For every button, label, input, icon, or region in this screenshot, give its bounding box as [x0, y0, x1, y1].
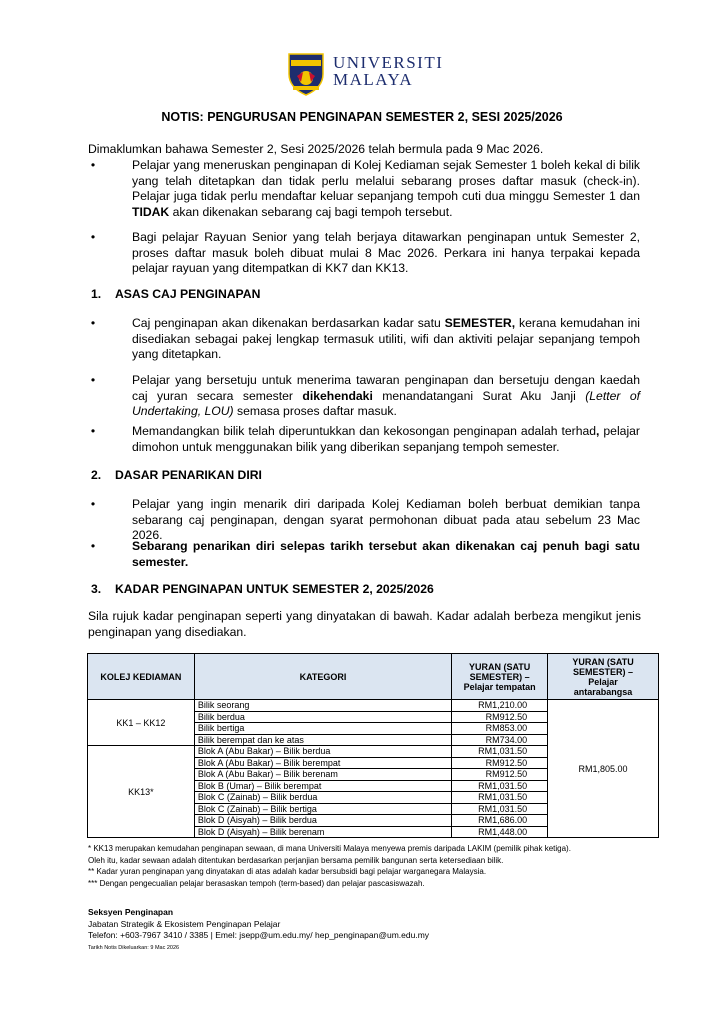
bullet-icon: • — [90, 158, 96, 172]
local-fee-cell: RM912.50 — [452, 711, 548, 723]
intro-text: Dimaklumkan bahawa Semester 2, Sesi 2025/2026 telah bermula pada 9 Mac 2026. — [88, 142, 544, 156]
col-header-intl-fee: YURAN (SATU SEMESTER) – Pelajar antarabangsa — [548, 654, 659, 700]
rates-table — [87, 653, 659, 838]
college-group-kk1-kk12: KK1 – KK12 — [88, 700, 195, 746]
bullet-icon: • — [90, 230, 96, 244]
footer-unit: Seksyen Penginapan — [88, 907, 174, 917]
section-1-heading: 1. ASAS CAJ PENGINAPAN — [91, 287, 261, 301]
table-row — [88, 700, 659, 712]
section-2-heading: 2. DASAR PENARIKAN DIRI — [91, 468, 262, 482]
category-cell: Bilik berempat dan ke atas — [194, 734, 451, 746]
category-cell: Bilik berdua — [194, 711, 451, 723]
note-line: * KK13 merupakan kemudahan penginapan sewaan, di mana Universiti Malaya menyewa premis daripada LAKIM (pemilik pihak ketiga). — [88, 844, 571, 853]
local-fee-cell: RM1,210.00 — [452, 700, 548, 712]
section-3-heading: 3. KADAR PENGINAPAN UNTUK SEMESTER 2, 2025/2026 — [91, 582, 434, 596]
category-cell: Bilik seorang — [194, 700, 451, 712]
local-fee-cell: RM734.00 — [452, 734, 548, 746]
intl-fee-cell: RM1,805.00 — [548, 700, 659, 838]
local-fee-cell: RM1,448.00 — [452, 826, 548, 838]
local-fee-cell: RM853.00 — [452, 723, 548, 735]
category-cell: Blok C (Zainab) – Bilik bertiga — [194, 803, 451, 815]
section-3-text: Sila rujuk kadar penginapan seperti yang dinyatakan di bawah. Kadar adalah berbeza mengikut jenis penginapan yang disediakan. — [88, 609, 641, 639]
category-cell: Blok A (Abu Bakar) – Bilik berenam — [194, 769, 451, 781]
col-header-college: KOLEJ KEDIAMAN — [88, 654, 195, 700]
note-line: ** Kadar yuran penginapan yang dinyatakan di atas adalah kadar bersubsidi bagi pelajar warganegara Malaysia. — [88, 867, 487, 876]
section-1-bullet-2: Pelajar yang bersetuju untuk menerima tawaran penginapan dan bersetuju dengan kaedah caj yuran secara semester dikehendaki menandatangani Surat Aku Janji (Letter of Undertaking, LOU) semasa proses daftar masuk. — [132, 373, 640, 419]
footer-contact — [88, 907, 429, 942]
crest-icon — [287, 52, 325, 96]
category-cell: Blok D (Aisyah) – Bilik berdua — [194, 815, 451, 827]
local-fee-cell: RM1,031.50 — [452, 780, 548, 792]
section-1-bullet-1: Caj penginapan akan dikenakan berdasarkan kadar satu SEMESTER, kerana kemudahan ini disediakan sebagai pakej lengkap termasuk utiliti, wifi dan aktiviti pelajar sepanjang tempoh yang ditetapkan. — [132, 316, 641, 362]
bullet-icon: • — [90, 539, 96, 553]
section-1-bullet-3: Memandangkan bilik telah diperuntukkan dan kekosongan penginapan adalah terhad, pelajar dimohon untuk menggunakan bilik yang diberikan sepanjang tempoh semester. — [132, 424, 640, 454]
section-2-bullet-2: Sebarang penarikan diri selepas tarikh tersebut akan dikenakan caj penuh bagi satu semester. — [132, 539, 640, 569]
issue-date: Tarikh Notis Dikeluarkan: 9 Mac 2026 — [88, 945, 180, 951]
college-group-kk13: KK13* — [88, 746, 195, 838]
footer-dept: Jabatan Strategik & Ekosistem Penginapan Pelajar — [88, 918, 281, 929]
notice-title: NOTIS: PENGURUSAN PENGINAPAN SEMESTER 2, SESI 2025/2026 — [161, 110, 563, 124]
university-logo — [287, 52, 447, 98]
local-fee-cell: RM912.50 — [452, 757, 548, 769]
local-fee-cell: RM1,031.50 — [452, 803, 548, 815]
section-2-bullet-1: Pelajar yang ingin menarik diri daripada Kolej Kediaman boleh berbuat demikian tanpa sebarang caj penginapan, dengan syarat permohonan dibuat pada atau sebelum 23 Mac 2026. — [132, 497, 640, 543]
category-cell: Blok C (Zainab) – Bilik berdua — [194, 792, 451, 804]
logo-line-2: MALAYA — [333, 70, 414, 89]
note-line: Oleh itu, kadar sewaan adalah ditentukan berdasarkan perjanjian bersama pemilik bangunan serta ketersediaan bilik. — [88, 855, 504, 865]
local-fee-cell: RM1,686.00 — [452, 815, 548, 827]
col-header-category: KATEGORI — [194, 654, 451, 700]
local-fee-cell: RM1,031.50 — [452, 792, 548, 804]
logo-line-1: UNIVERSITI — [333, 53, 444, 72]
note-line: *** Dengan pengecualian pelajar berasaskan tempoh (term-based) dan pelajar pascasiswazah. — [88, 878, 425, 888]
category-cell: Blok B (Umar) – Bilik berempat — [194, 780, 451, 792]
intro-bullet-1: Pelajar yang meneruskan penginapan di Kolej Kediaman sejak Semester 1 boleh kekal di bilik yang telah ditetapkan dan tidak perlu melalui sebarang proses daftar masuk (check-in). Pelajar juga tidak perlu mendaftar keluar sepanjang tempoh cuti dua minggu Semester 1 dan TIDAK akan dikenakan sebarang caj bagi tempoh tersebut. — [132, 158, 640, 219]
category-cell: Blok D (Aisyah) – Bilik berenam — [194, 826, 451, 838]
table-notes — [88, 843, 571, 889]
intro-bullet-2: Bagi pelajar Rayuan Senior yang telah berjaya ditawarkan penginapan untuk Semester 2, proses daftar masuk boleh dibuat mulai 8 Mac 2026. Perkara ini hanya terpakai kepada pelajar rayuan yang ditempatkan di KK7 dan KK13. — [132, 230, 640, 276]
local-fee-cell: RM912.50 — [452, 769, 548, 781]
bullet-icon: • — [90, 316, 96, 330]
bullet-icon: • — [90, 424, 96, 438]
category-cell: Bilik bertiga — [194, 723, 451, 735]
col-header-local-fee: YURAN (SATU SEMESTER) – Pelajar tempatan — [452, 654, 548, 700]
category-cell: Blok A (Abu Bakar) – Bilik berdua — [194, 746, 451, 758]
bullet-icon: • — [90, 497, 96, 511]
category-cell: Blok A (Abu Bakar) – Bilik berempat — [194, 757, 451, 769]
local-fee-cell: RM1,031.50 — [452, 746, 548, 758]
bullet-icon: • — [90, 373, 96, 387]
footer-contact-line: Telefon: +603-7967 3410 / 3385 | Emel: jsepp@um.edu.my/ hep_penginapan@um.edu.my — [88, 930, 430, 940]
